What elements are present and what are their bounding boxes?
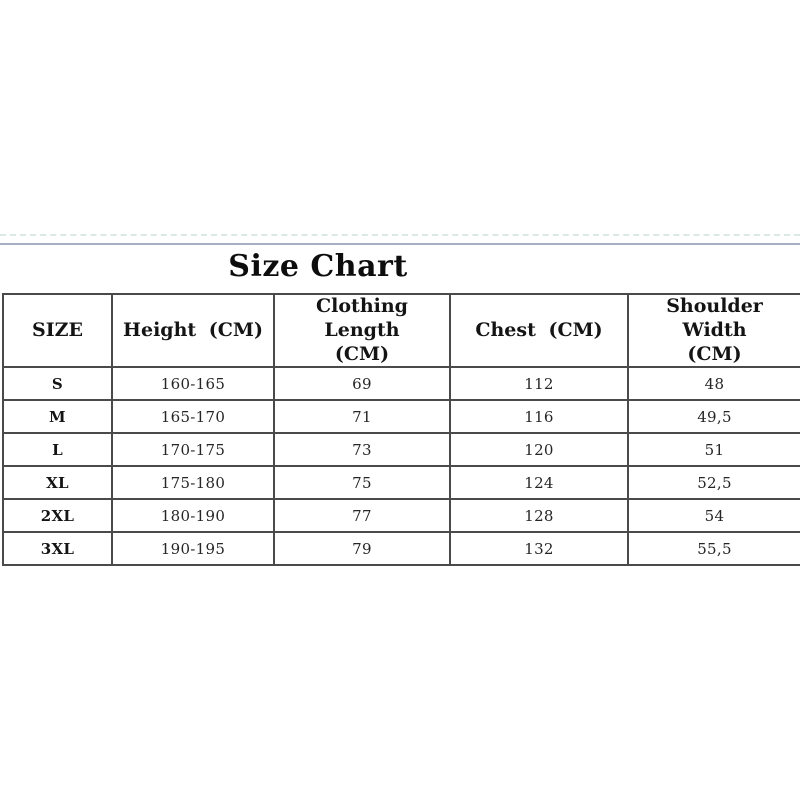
cell-chest: 120	[450, 433, 628, 466]
cell-chest: 132	[450, 532, 628, 565]
cell-size: 3XL	[3, 532, 112, 565]
cell-chest: 116	[450, 400, 628, 433]
table-row-s	[3, 367, 800, 400]
table-row-xl	[3, 466, 800, 499]
col-header-clothing-length-label: Clothing Length	[316, 295, 408, 341]
col-header-size	[3, 294, 112, 367]
cell-chest: 124	[450, 466, 628, 499]
col-header-shoulder-width-unit: (CM)	[687, 342, 742, 365]
cell-height: 165-170	[112, 400, 274, 433]
cell-height: 175-180	[112, 466, 274, 499]
cell-height: 180-190	[112, 499, 274, 532]
table-row-l	[3, 433, 800, 466]
col-header-clothing-length	[274, 294, 450, 367]
cell-size: 2XL	[3, 499, 112, 532]
col-header-chest-label: Chest (CM)	[475, 318, 603, 341]
size-chart-table	[2, 293, 800, 566]
cell-shoulder-width: 52,5	[628, 466, 800, 499]
cell-shoulder-width: 48	[628, 367, 800, 400]
col-header-shoulder-width	[628, 294, 800, 367]
cell-clothing-length: 69	[274, 367, 450, 400]
cell-height: 170-175	[112, 433, 274, 466]
cell-clothing-length: 77	[274, 499, 450, 532]
col-header-chest	[450, 294, 628, 367]
page-title: Size Chart	[228, 249, 408, 284]
cell-size: M	[3, 400, 112, 433]
col-header-height-label: Height (CM)	[123, 318, 263, 341]
col-header-clothing-length-unit: (CM)	[334, 342, 390, 365]
cell-clothing-length: 71	[274, 400, 450, 433]
table-row-m	[3, 400, 800, 433]
faint-dashed-line	[0, 234, 800, 236]
cell-clothing-length: 73	[274, 433, 450, 466]
header-row	[3, 294, 800, 367]
cell-size: L	[3, 433, 112, 466]
cell-chest: 112	[450, 367, 628, 400]
cell-size: XL	[3, 466, 112, 499]
cell-clothing-length: 79	[274, 532, 450, 565]
table-row-2xl	[3, 499, 800, 532]
cell-size: S	[3, 367, 112, 400]
cell-clothing-length: 75	[274, 466, 450, 499]
col-header-size-label: SIZE	[32, 318, 83, 341]
col-header-shoulder-width-label: Shoulder Width	[666, 295, 763, 341]
cell-height: 160-165	[112, 367, 274, 400]
col-header-height	[112, 294, 274, 367]
cell-height: 190-195	[112, 532, 274, 565]
divider-line	[0, 243, 800, 245]
cell-shoulder-width: 54	[628, 499, 800, 532]
cell-shoulder-width: 51	[628, 433, 800, 466]
cell-chest: 128	[450, 499, 628, 532]
cell-shoulder-width: 55,5	[628, 532, 800, 565]
cell-shoulder-width: 49,5	[628, 400, 800, 433]
table-row-3xl	[3, 532, 800, 565]
